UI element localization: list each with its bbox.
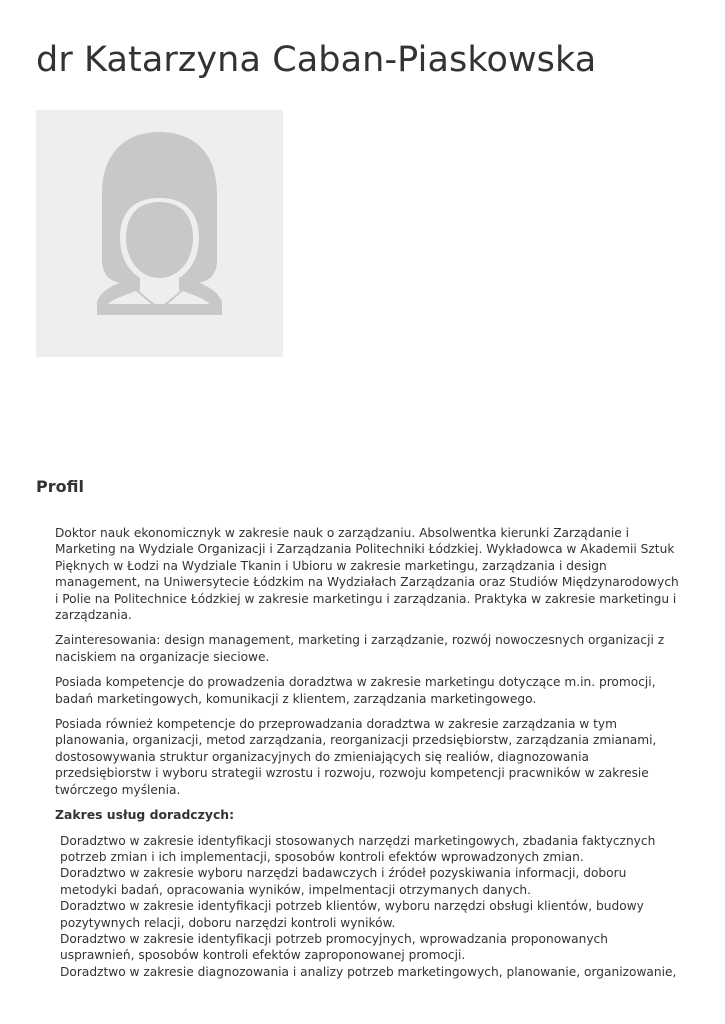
profile-paragraph: Posiada również kompetencje do przeprowadzania doradztwa w zakresie zarządzania w tym planowania, organizacji, metod zarządzania, reorganizacji przedsiębiorstw, zarządzania zmianami, dostosowywania struktur organizacyjnych do zmieniających się realiów, diagnozowania przedsiębiorstw i wyboru strategii wzrostu i rozwoju, rozwoju kompetencji pracwników w zakresie twórczego myślenia. [55,717,657,797]
profile-body [55,525,680,980]
services-list [55,833,680,981]
page-title: dr Katarzyna Caban-Piaskowska [36,40,597,80]
services-list-item: Doradztwo w zakresie identyfikacji potrzeb promocyjnych, wprowadzania proponowanych usprawnień, sposobów kontroli efektów zaproponowanej promocji. [60,931,608,963]
services-title: Zakres usług doradczych: [55,807,235,823]
section-title-profil: Profil [36,477,84,496]
female-avatar-placeholder-icon [36,110,283,357]
services-list-item: Doradztwo w zakresie identyfikacji potrzeb klientów, wyboru narzędzi obsługi klientów, budowy pozytywnych relacji, doboru narzędzi kontroli wyników. [60,899,644,930]
profile-paragraph: Posiada kompetencje do prowadzenia doradztwa w zakresie marketingu dotyczące m.in. promocji, badań marketingowych, komunikacji z klientem, zarządzania marketingowego. [55,675,656,706]
profile-paragraph: Zainteresowania: design management, marketing i zarządzanie, rozwój nowoczesnych organizacji z naciskiem na organizacje sieciowe. [55,633,665,664]
services-list-item: Doradztwo w zakresie wyboru narzędzi badawczych i źródeł pozyskiwania informacji, doboru metodyki badań, opracowania wyników, impelmentacji otrzymanych danych. [60,866,627,897]
services-list-item: Doradztwo w zakresie identyfikacji stosowanych narzędzi marketingowych, zbadania faktycznych potrzeb zmian i ich implementacji, sposobów kontroli efektów wprowadzonych zmian. [60,833,656,864]
avatar [36,110,283,357]
profile-paragraph: Doktor nauk ekonomicznyk w zakresie nauk o zarządzaniu. Absolwentka kierunki Zarządanie i Marketing na Wydziale Organizacji i Zarządzania Politechniki Łódzkiej. Wykładowca w Akademii Sztuk Pięknych w Łodzi na Wydziale Tkanin i Ubioru w zakresie marketingu, zarządzania i design management, na Uniwersytecie Łódzkim na Wydziałach Zarządzania oraz Studiów Międzynarodowych i Polie na Politechnice Łódzkiej w zakresie marketingu i zarządzania. Praktyka w zakresie marketingu i zarządzania. [55,526,679,623]
services-list-item: Doradztwo w zakresie diagnozowania i analizy potrzeb marketingowych, planowanie, organizowanie, [60,964,677,979]
